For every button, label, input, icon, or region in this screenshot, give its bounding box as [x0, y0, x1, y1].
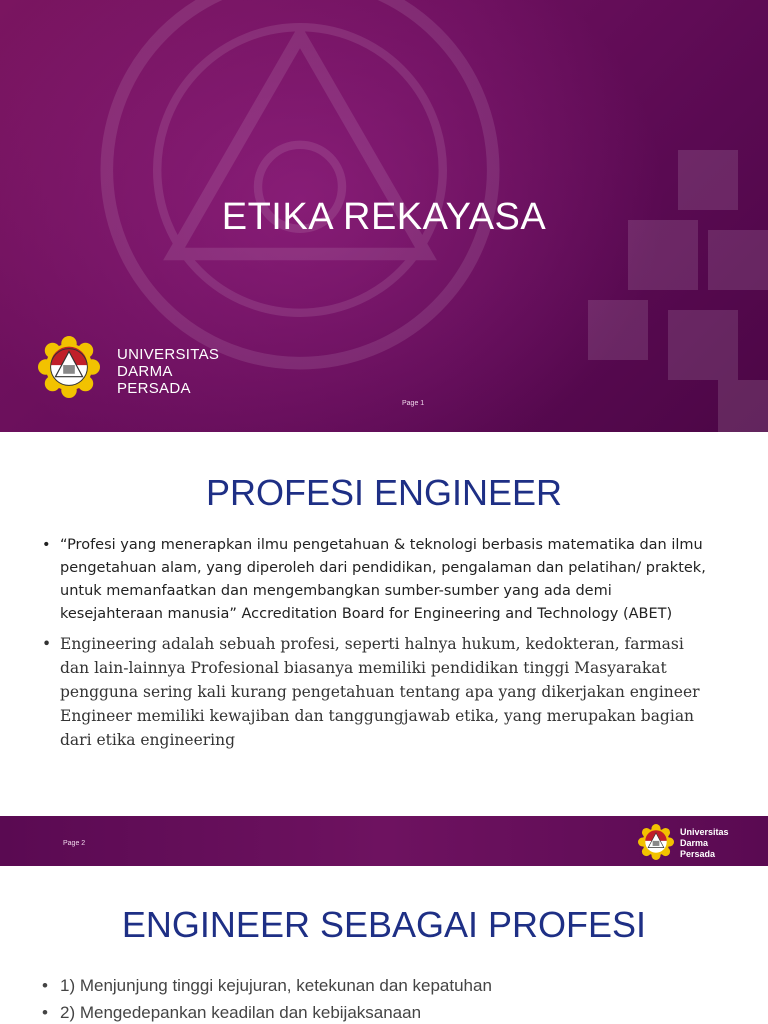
list-item: • 2) Mengedepankan keadilan dan kebijaksanaan	[42, 999, 742, 1024]
university-seal-icon	[38, 336, 100, 398]
bullet-icon: •	[42, 1003, 48, 1022]
bullet-icon: •	[42, 537, 51, 553]
university-name: Universitas Darma Persada	[680, 827, 729, 859]
university-seal-icon	[638, 824, 674, 860]
slide-heading: ENGINEER SEBAGAI PROFESI	[121, 904, 647, 945]
university-name: UNIVERSITAS DARMA PERSADA	[117, 346, 220, 397]
list-item: • Engineering adalah sebuah profesi, seperti halnya hukum, kedokteran, farmasi dan lain-lainnya Profesional biasanya memiliki pendidikan tinggi Masyarakat pengguna sering kali kurang pengetahuan tentang apa yang dikerjakan engineer Engineer memiliki kewajiban dan tanggungjawab etika, yang merupakan bagian dari etika engineering	[42, 632, 712, 752]
content-slide-engineer	[0, 866, 768, 1024]
bullet-list	[42, 972, 742, 1024]
slide-title: ETIKA REKAYASA	[221, 196, 547, 238]
cube-pattern-decoration	[568, 150, 768, 432]
title-slide	[0, 0, 768, 432]
page-number: Page 1	[402, 400, 425, 407]
bullet-icon: •	[42, 976, 48, 995]
list-item: • 1) Menjunjung tinggi kejujuran, ketekunan dan kepatuhan	[42, 972, 742, 999]
seal-watermark-icon	[90, 0, 510, 380]
list-item: • “Profesi yang menerapkan ilmu pengetahuan & teknologi berbasis matematika dan ilmu pengetahuan alam, yang diperoleh dari pendidikan, pengalaman dan pelatihan/ praktek, untuk memanfaatkan dan mengembangkan sumber-sumber yang ada demi kesejahteraan manusia” Accreditation Board for Engineering and Technology (ABET)	[42, 534, 712, 626]
bullet-icon: •	[42, 635, 52, 653]
page-number: Page 2	[63, 840, 86, 847]
bullet-list	[42, 534, 712, 752]
slide-heading: PROFESI ENGINEER	[205, 472, 563, 513]
slide-footer	[0, 816, 768, 866]
content-slide-profesi	[0, 432, 768, 816]
